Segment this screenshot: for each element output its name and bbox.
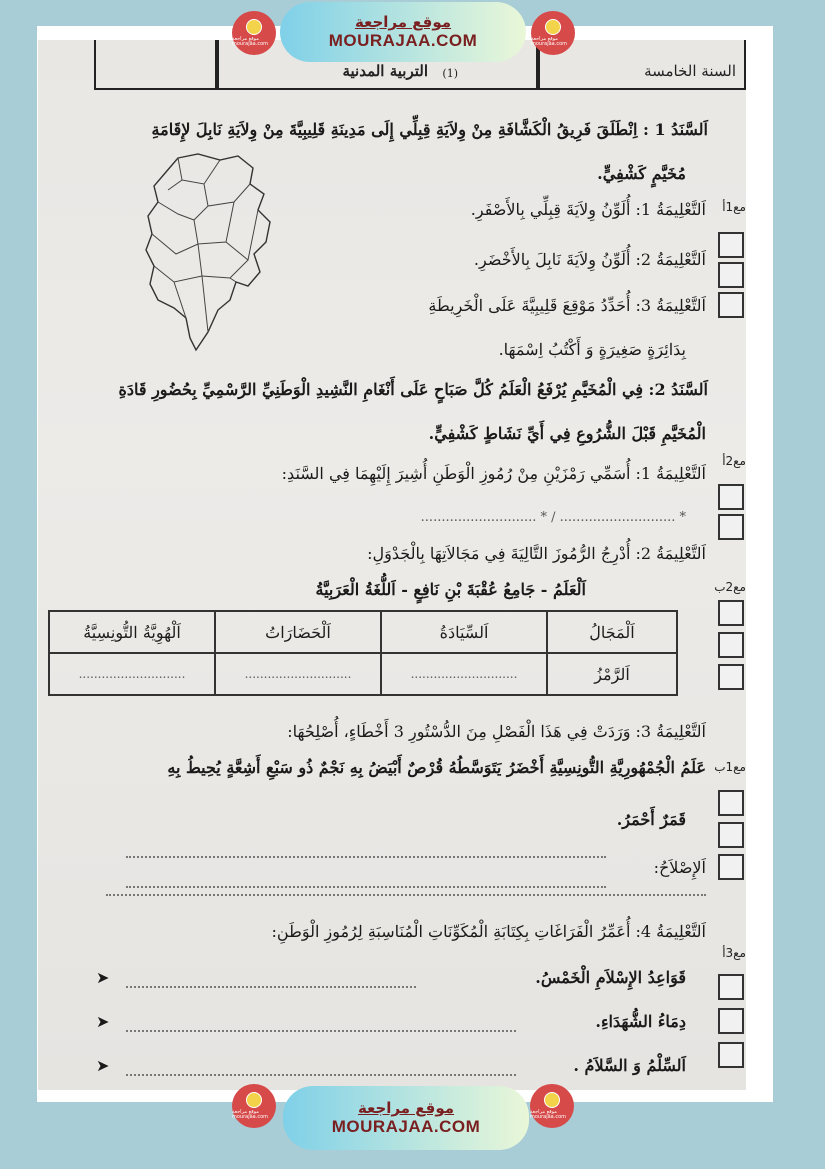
s1-instruction-3-cont: بِدَائِرَةٍ صَغِيرَةٍ وَ أَكْتُبُ اِسْمَهَا. (498, 340, 686, 359)
arrow-icon: ➤ (96, 1012, 110, 1031)
grade-box[interactable] (718, 664, 744, 690)
watermark-badge-bottom[interactable] (283, 1086, 529, 1150)
logo-icon (545, 19, 561, 35)
sanad-2-cont: الْمُخَيَّمِ قَبْلَ الشُّرُوعِ فِي أَيِّ نَشَاطٍ كَشْفِيٍّ. (428, 424, 706, 443)
grade-box[interactable] (718, 1008, 744, 1034)
s2-fix-line-1[interactable] (126, 842, 606, 858)
watermark-badge-top[interactable] (280, 2, 526, 62)
table-answer-cell[interactable]: ............................ (215, 653, 381, 695)
table-answer-cell[interactable]: ............................ (49, 653, 215, 695)
t4-item-1: قَوَاعِدُ الإِسْلاَمِ الْخَمْسُ. (535, 968, 686, 987)
grade-box[interactable] (718, 600, 744, 626)
t4-row-3 (76, 1056, 686, 1080)
t4-item-3: اَلسِّلْمُ وَ السَّلاَمُ . (573, 1056, 686, 1075)
table-header-cell: اَلْحَضَارَاتُ (215, 611, 381, 653)
table-header-cell: اَلْهُوِيَّةُ التُّونِسِيَّةُ (49, 611, 215, 653)
t4-answer-3[interactable] (126, 1060, 516, 1076)
logo-caption: موقع مراجعة mourajaa.com (530, 1109, 567, 1120)
t4-row-2 (76, 1012, 686, 1036)
criteria-label: مع2أ (722, 454, 746, 468)
logo-caption: موقع مراجعة mourajaa.com (531, 36, 568, 47)
sanad-2: اَلسَّنَدُ 2: فِي الْمُخَيَّمِ يُرْفَعُ الْعَلَمُ كُلَّ صَبَاحٍ عَلَى أَنْغَامِ النَّشِيدِ الْوَطَنِيِّ الرَّسْمِيِّ بِحُضُورِ قَادَةِ (118, 380, 708, 399)
grade-box[interactable] (718, 632, 744, 658)
table-row-label: اَلرَّمْزُ (547, 653, 677, 695)
criteria-label: مع1أ (722, 200, 746, 214)
watermark-latin: MOURAJAA.COM (331, 1117, 481, 1136)
t4-answer-1[interactable] (126, 972, 416, 988)
table-answer-cell[interactable]: ............................ (381, 653, 547, 695)
logo-icon (544, 1092, 560, 1108)
sanad-1: اَلسَّنَدُ 1 : اِنْطَلَقَ فَرِيقُ الْكَشَّافَةِ مِنْ وِلاَيَةِ قِبِلِّي إِلَى مَدِينَةِ قَلِيبِيَّةَ مِنْ وِلاَيَةِ نَابِلَ لإِقَامَةِ (151, 120, 708, 139)
t4-answer-2[interactable] (126, 1016, 516, 1032)
grade-box[interactable] (718, 262, 744, 288)
logo-icon (246, 1092, 262, 1108)
s1-instruction-3: اَلتَّعْلِيمَةُ 3: أُحَدِّدُ مَوْقِعَ قَلِيبِيَّةَ عَلَى الْخَرِيطَةِ (428, 296, 706, 315)
s2-instruction-3-text-cont: قَمَرٌ أَحْمَرُ. (616, 810, 686, 829)
criteria-label: مع3أ (722, 946, 746, 960)
grade-box[interactable] (718, 790, 744, 816)
s1-instruction-2: اَلتَّعْلِيمَةُ 2: أُلَوِّنُ وِلاَيَةَ نَابِلَ بِالأَخْضَرِ. (473, 250, 706, 269)
watermark-logo-left-bottom (232, 1084, 276, 1128)
logo-caption: موقع مراجعة mourajaa.com (232, 36, 269, 47)
arrow-icon: ➤ (96, 968, 110, 987)
s2-fix-label: اَلإِصْلاَحُ: (653, 858, 706, 877)
watermark-arabic: موقع مراجعة (357, 1099, 455, 1117)
table-row (49, 653, 677, 695)
header-subject-number: (1) (442, 67, 458, 80)
grade-box[interactable] (718, 974, 744, 1000)
watermark-logo-left-top (232, 11, 276, 55)
grading-column (706, 40, 746, 1090)
criteria-label: مع1ب (714, 760, 746, 774)
grade-box[interactable] (718, 484, 744, 510)
grade-box[interactable] (718, 514, 744, 540)
s2-instruction-3-text: عَلَمُ الْجُمْهُورِيَّةِ التُّونِسِيَّةِ أَخْضَرُ يَتَوَسَّطُهُ قُرْصٌ أَبْيَضُ بِهِ نَجْمٌ ذُو سَبْعِ أَشِعَّةٍ يُحِيطُ بِهِ (167, 758, 706, 777)
s2-instruction-1-answer: * ............................ / * ............................ (420, 510, 686, 525)
tunisia-map (138, 150, 298, 360)
table-header-cell: اَلْمَجَالُ (547, 611, 677, 653)
t4-row-1 (76, 968, 686, 992)
watermark-logo-right-bottom (530, 1084, 574, 1128)
arrow-icon: ➤ (96, 1056, 110, 1075)
watermark-logo-right-top (531, 11, 575, 55)
table-row (49, 611, 677, 653)
s2-instruction-3: اَلتَّعْلِيمَةُ 3: وَرَدَتْ فِي هَذَا الْفَصْلِ مِنَ الدُّسْتُورِ 3 أَخْطَاءٍ، أُصْلِحُهَا: (287, 722, 706, 741)
watermark-latin: MOURAJAA.COM (328, 31, 478, 50)
header-grade: السنة الخامسة (644, 62, 736, 80)
symbols-table (48, 610, 678, 696)
logo-icon (246, 19, 262, 35)
criteria-label: مع2ب (714, 580, 746, 594)
s2-instruction-1: اَلتَّعْلِيمَةُ 1: أُسَمِّي رَمْزَيْنِ مِنْ رُمُوزِ الْوَطَنِ أُشِيرَ إِلَيْهِمَا فِي السَّنَدِ: (281, 464, 706, 483)
sanad-1-cont: مُخَيَّمٍ كَشْفِيٍّ. (597, 164, 686, 183)
grade-box[interactable] (718, 1042, 744, 1068)
s2-instruction-4: اَلتَّعْلِيمَةُ 4: أُعَمِّرُ الْفَرَاغَاتِ بِكِتَابَةِ الْمُكَوِّنَاتِ الْمُنَاسِبَةِ لِرُمُوزِ الْوَطَنِ: (271, 922, 706, 941)
s2-fix-line-3[interactable] (106, 880, 706, 896)
grade-box[interactable] (718, 854, 744, 880)
s2-instruction-2-items: اَلْعَلَمُ - جَامِعُ عُقْبَةَ بْنِ نَافِعٍ - اَللُّغَةُ الْعَرَبِيَّةُ (315, 580, 586, 599)
t4-item-2: دِمَاءُ الشُّهَدَاءِ. (595, 1012, 686, 1031)
watermark-arabic: موقع مراجعة (354, 13, 452, 31)
header-left-box (94, 40, 219, 90)
table-header-cell: اَلسِّيَادَةُ (381, 611, 547, 653)
worksheet-photo (38, 40, 746, 1090)
grade-box[interactable] (718, 292, 744, 318)
grade-box[interactable] (718, 822, 744, 848)
grade-box[interactable] (718, 232, 744, 258)
header-subject: التربية المدنية (342, 62, 428, 80)
logo-caption: موقع مراجعة mourajaa.com (232, 1109, 269, 1120)
s2-instruction-2: اَلتَّعْلِيمَةُ 2: أُدْرِجُ الرُّمُوزَ التَّالِيَةَ فِي مَجَالاَتِهَا بِالْجَدْوَلِ: (367, 544, 706, 563)
s1-instruction-1: اَلتَّعْلِيمَةُ 1: أُلَوِّنُ وِلاَيَةَ قِبِلِّي بِالأَصْفَرِ. (470, 200, 706, 219)
